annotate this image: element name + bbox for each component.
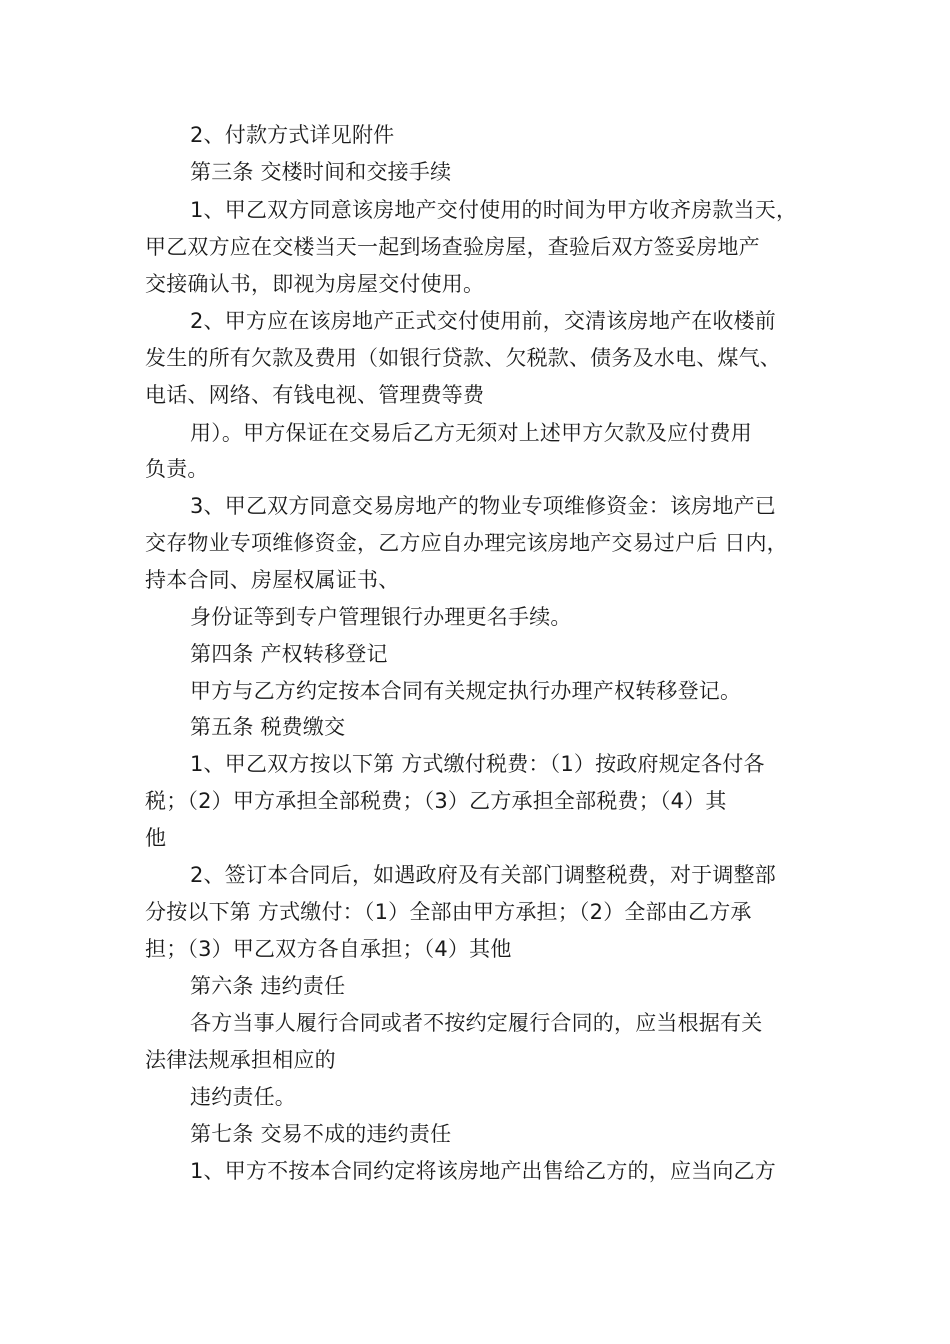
article-3-clause-3-line-4: 身份证等到专户管理银行办理更名手续。 bbox=[190, 605, 572, 629]
article-3-clause-3-line-3: 持本合同、房屋权属证书、 bbox=[145, 568, 400, 592]
article-3-clause-1-line-3: 交接确认书，即视为房屋交付使用。 bbox=[145, 272, 485, 296]
article-5-clause-2-line-1: 2、签订本合同后，如遇政府及有关部门调整税费，对于调整部 bbox=[190, 863, 776, 887]
paragraph-payment-method: 2、付款方式详见附件 bbox=[190, 123, 395, 147]
article-6-heading: 第六条 违约责任 bbox=[190, 974, 346, 998]
article-5-clause-2-line-2: 分按以下第 方式缴付：（1）全部由甲方承担；（2）全部由乙方承 bbox=[145, 900, 752, 924]
article-3-clause-2-line-5: 负责。 bbox=[145, 457, 209, 481]
article-5-clause-2-line-3: 担；（3）甲乙双方各自承担；（4）其他 bbox=[145, 937, 512, 961]
article-3-clause-2-line-4: 用）。甲方保证在交易后乙方无须对上述甲方欠款及应付费用 bbox=[190, 421, 752, 445]
article-6-body-line-3: 违约责任。 bbox=[190, 1085, 296, 1109]
article-3-clause-1-line-2: 甲乙双方应在交楼当天一起到场查验房屋，查验后双方签妥房地产 bbox=[145, 235, 760, 259]
article-7-clause-1-line-1: 1、甲方不按本合同约定将该房地产出售给乙方的，应当向乙方 bbox=[190, 1159, 776, 1183]
article-5-clause-1-line-2: 税；（2）甲方承担全部税费；（3）乙方承担全部税费；（4）其 bbox=[145, 789, 727, 813]
article-5-clause-1-line-1: 1、甲乙双方按以下第 方式缴付税费：（1）按政府规定各付各 bbox=[190, 752, 765, 776]
article-3-heading: 第三条 交楼时间和交接手续 bbox=[190, 160, 452, 184]
article-4-body: 甲方与乙方约定按本合同有关规定执行办理产权转移登记。 bbox=[190, 679, 742, 703]
article-5-heading: 第五条 税费缴交 bbox=[190, 715, 346, 739]
article-6-body-line-1: 各方当事人履行合同或者不按约定履行合同的，应当根据有关 bbox=[190, 1011, 763, 1035]
article-3-clause-3-line-1: 3、甲乙双方同意交易房地产的物业专项维修资金：该房地产已 bbox=[190, 494, 776, 518]
article-3-clause-2-line-3: 电话、网络、有钱电视、管理费等费 bbox=[145, 383, 485, 407]
article-6-body-line-2: 法律法规承担相应的 bbox=[145, 1048, 336, 1072]
article-3-clause-3-line-2: 交存物业专项维修资金，乙方应自办理完该房地产交易过户后 日内， bbox=[145, 531, 788, 555]
article-3-clause-2-line-1: 2、甲方应在该房地产正式交付使用前，交清该房地产在收楼前 bbox=[190, 309, 776, 333]
article-3-clause-1-line-1: 1、甲乙双方同意该房地产交付使用的时间为甲方收齐房款当天， bbox=[190, 198, 798, 222]
article-3-clause-2-line-2: 发生的所有欠款及费用（如银行贷款、欠税款、债务及水电、煤气、 bbox=[145, 346, 781, 370]
article-4-heading: 第四条 产权转移登记 bbox=[190, 642, 388, 666]
article-7-heading: 第七条 交易不成的违约责任 bbox=[190, 1122, 452, 1146]
article-5-clause-1-line-3: 他 bbox=[145, 826, 167, 850]
